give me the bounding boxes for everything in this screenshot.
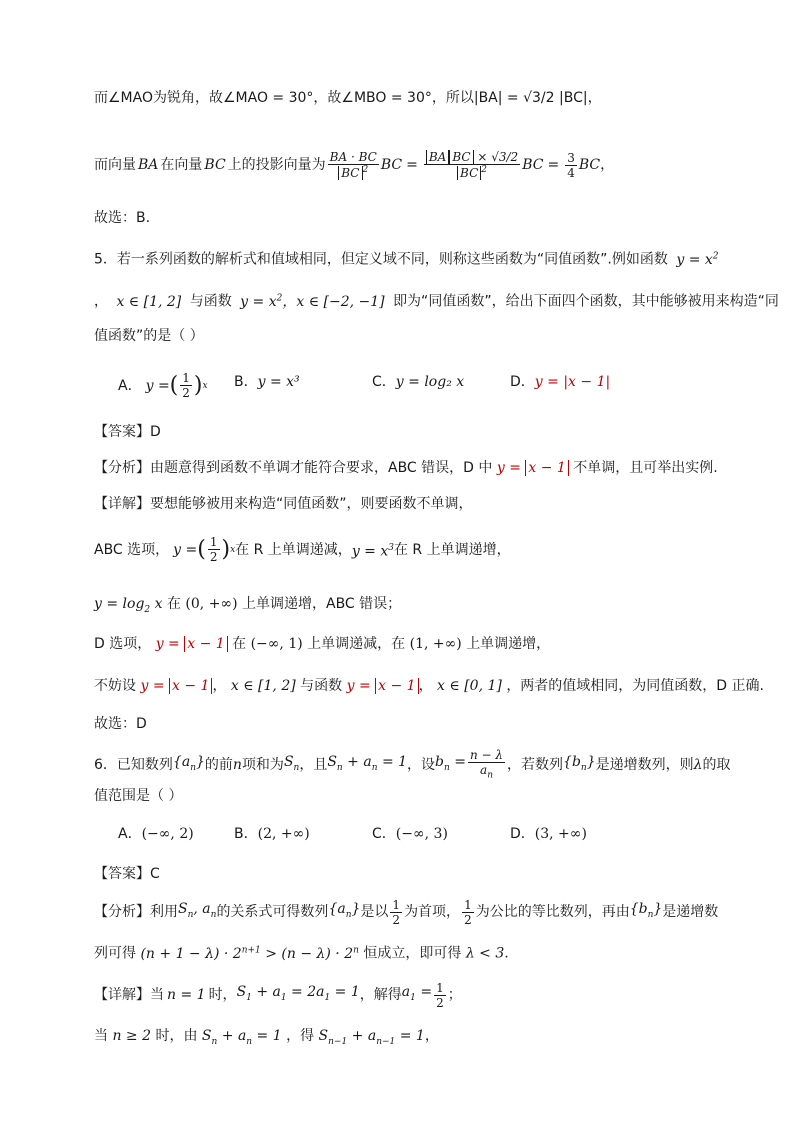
q6-fx-e: 为公比的等比数列，再由 (475, 904, 630, 920)
q6-fx2-b: 恒成立，即可得 (363, 945, 462, 962)
q6-option-c (372, 824, 448, 844)
q6-xj-a: 【详解】当 (94, 987, 164, 1003)
line-2-part-b: 在向量 (160, 157, 203, 173)
q5-analysis-a: 【分析】由题意得到函数不单调才能符合要求，ABC 错误，D 中 (94, 460, 493, 476)
q5-log-a: 在 (166, 596, 181, 612)
q5-d-b: 在 (232, 636, 247, 652)
q6-option-b (234, 824, 310, 844)
q6-xj-b: 时， (208, 987, 237, 1003)
text-line-1 (94, 88, 734, 108)
projection-fraction-1: $\frac{BA \cdot BC}{BC ^2}$ (329, 150, 377, 180)
q5-option-a: A． y = ( $\frac{1}{2}$ ) x (118, 371, 208, 400)
q6-f: ，若数列 (507, 757, 564, 773)
q5-option-d-expr: y = |x − 1| (534, 374, 611, 390)
q6-analysis-1: 【分析】利用 $S_n$, $a_n$ 的关系式可得数列 $\{a_n\}$ 是以 $\frac{1}{2}$ 为首项， $\frac{1}{2}$ 为公比的等比数列，再由 $\{b_n\}$ 是递增数 (94, 897, 719, 927)
q5-abc-b: 在 R 上单调递减， (235, 541, 352, 558)
q6-detail-1: 【详解】当 n = 1 时， $S_1 + a_1 = 2a_1 = 1$ ，解得 $a_1$ = $\frac{1}{2}$ ； (94, 980, 462, 1010)
q5-detail (94, 494, 734, 514)
q5-d-line: D 选项， y = x − 1 在 (−∞, 1) 上单调递减，在 (1, +∞) 上单调递增， (94, 636, 551, 652)
q6-a: 6．已知数列 (94, 757, 173, 773)
q5-example-line: 不妨设 y = x − 1 ， x ∈ [1, 2] 与函数 y = x − 1 ， x ∈ [0, 1] ，两者的值域相同，为同值函数，D 正确. (94, 678, 764, 694)
q5-stem-text-2b: 与函数 (189, 293, 232, 310)
q5-abc-c: 在 R 上单调递增， (393, 541, 511, 558)
q6-d: ，且 (299, 757, 328, 773)
q5-option-d-label: D． (510, 374, 535, 390)
q6-option-a (118, 824, 194, 844)
vector-BA: BA (138, 157, 159, 173)
q6-option-a-expr: (−∞, 2) (141, 826, 194, 842)
line-1-text: 而∠MAO为锐角，故∠MAO = 30°，故∠MBO = 30°，所以|BA| = √3/2 |BC|， (94, 90, 602, 106)
q5-stem-text-1: 5．若一系列函数的解析式和值域相同，但定义域不同，则称这些函数为“同值函数”.例如函数 (94, 251, 668, 268)
q5-comma: ， (94, 293, 108, 310)
line-2-part-c: 上的投影向量为 (227, 157, 326, 173)
q5-e-c: ，两者的值域相同，为同值函数，D 正确. (506, 678, 764, 694)
q5-option-b-label: B． (234, 374, 258, 390)
fraction-3-4: $\frac{3}{4}$ (567, 150, 575, 180)
q6-xj-c: ，解得 (359, 987, 402, 1003)
q5-option-d (510, 372, 610, 392)
q5-abc-line: ABC 选项， y = ( $\frac{1}{2}$ ) x 在 R 上单调递减， $y = x^3$ 在 R 上单调递增， (94, 535, 511, 564)
q5-option-b-expr: y = x³ (257, 374, 300, 390)
q5-select-text: 故选：D (94, 716, 147, 732)
q5-stem-line-2: ， x ∈ [1, 2] 与函数 $y = x^2$，x ∈ [−2, −1] 即为“同值函数”，给出下面四个函数，其中能够被用来构造“同 (94, 293, 779, 310)
q5-e-b: 与函数 (300, 678, 343, 694)
q5-select (94, 714, 734, 734)
q6-last-a: 当 (94, 1028, 108, 1044)
q5-d-c: 上单调递减，在 (307, 636, 406, 652)
q5-d-d: 上单调递增， (466, 636, 551, 652)
q6-last-c: ，得 (286, 1028, 315, 1044)
q5-option-c (372, 372, 464, 392)
text-line-2: 而向量 BA 在向量 BC 上的投影向量为 $\frac{BA \cdot BC}{BC ^2}$ BC = $\frac{\text{BA BC × √3/2}}{BC ^2}$ BC = $\frac{3}{4}$ BC ， (94, 150, 615, 180)
q6-answer-text: 【答案】C (94, 866, 160, 882)
q5-option-c-expr: y = log₂ x (395, 374, 465, 390)
q6-h: 的取 (702, 757, 731, 773)
q6-answer (94, 864, 734, 884)
q6-fx-d: 为首项， (404, 904, 461, 920)
q6-option-d-expr: (3, +∞) (534, 826, 587, 842)
q6-stem-line-1: 6．已知数列 $\{a_n\}$ 的前 n 项和为 $S_n$ ，且 $S_n + a_n = 1$ ，设 $b_n$ = $\frac{n - \lambda}{a_n}$ ，若数列 $\{b_n\}$ 是递增数列，则 λ 的取 (94, 748, 731, 781)
q5-log-b: 上单调递增，ABC 错误； (242, 596, 402, 612)
q5-stem-line-3 (94, 326, 734, 346)
q6-fx2-a: 列可得 (94, 945, 136, 962)
q6-option-a-label: A． (118, 826, 142, 842)
q5-stem-text-3: 值函数”的是（ ） (94, 328, 204, 344)
q5-log-line: $y = \log_2 x$ 在 (0, +∞) 上单调递增，ABC 错误； (94, 596, 402, 615)
q6-last-b: 时，由 (155, 1028, 198, 1044)
q5-analysis: 【分析】由题意得到函数不单调才能符合要求，ABC 错误，D 中 y = x − 1 不单调，且可举出实例. (94, 460, 718, 476)
q5-d-a: D 选项， (94, 636, 152, 652)
q5-option-b (234, 372, 300, 392)
q6-stem-line-2 (94, 786, 734, 806)
q6-fx-a: 【分析】利用 (94, 904, 178, 920)
q6-option-d-label: D． (510, 826, 535, 842)
q6-option-b-expr: (2, +∞) (257, 826, 310, 842)
q6-detail-2: 当 n ≥ 2 时，由 $S_n + a_n = 1$ ，得 $S_{n-1} + a_{n-1} = 1$， (94, 1028, 439, 1047)
q6-option-c-label: C． (372, 826, 396, 842)
q5-answer (94, 422, 734, 442)
q6-g: 是递增数列，则 (595, 757, 694, 773)
q6-stem-text-2: 值范围是（ ） (94, 788, 183, 804)
vector-BC: BC (204, 157, 226, 173)
q5-e-a: 不妨设 (94, 678, 136, 694)
q5-analysis-b: 不单调，且可举出实例. (573, 460, 718, 476)
vector-BC-2: BC (380, 157, 403, 173)
q5-detail-text: 【详解】要想能够被用来构造“同值函数”，则要函数不单调， (94, 496, 473, 512)
q6-b: 的前 (204, 757, 233, 773)
select-b-text: 故选：B. (94, 210, 151, 226)
q6-fx-b: 的关系式可得数列 (216, 904, 329, 920)
q5-answer-text: 【答案】D (94, 424, 161, 440)
q5-stem-line-1: 5．若一系列函数的解析式和值域相同，但定义域不同，则称这些函数为“同值函数”.例如函数 $y = x^2$ (94, 251, 719, 268)
q6-analysis-2: 列可得 $(n + 1 - \lambda) \cdot 2^{n+1} > (n - \lambda) \cdot 2^n$ 恒成立，即可得 λ < 3. (94, 945, 509, 962)
q6-fx-c: 是以 (360, 904, 389, 920)
q6-option-c-expr: (−∞, 3) (395, 826, 448, 842)
q5-option-c-label: C． (372, 374, 396, 390)
q6-option-b-label: B． (234, 826, 258, 842)
q6-c: 项和为 (241, 757, 284, 773)
q6-e: ，设 (407, 757, 436, 773)
line-2-part-a: 而向量 (94, 157, 136, 173)
q6-option-d (510, 824, 587, 844)
answer-select-b (94, 208, 734, 228)
q5-stem-text-2c: 即为“同值函数”，给出下面四个函数，其中能够被用来构造“同 (393, 293, 779, 310)
q6-fx-f: 是递增数 (662, 904, 719, 920)
projection-fraction-2: $\frac{\text{BA BC × √3/2}}{BC ^2}$ (424, 151, 520, 179)
q5-abc-a: ABC 选项， (94, 541, 170, 558)
q5-option-a-label: A． (118, 377, 142, 394)
